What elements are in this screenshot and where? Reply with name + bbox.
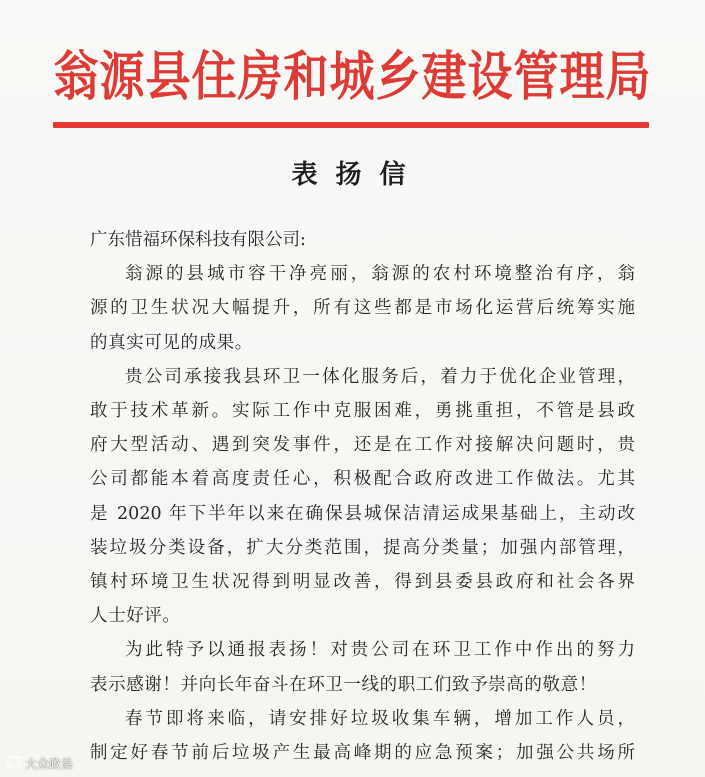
watermark xyxy=(6,753,73,773)
paragraph-line: 人士好评。 xyxy=(90,606,181,627)
paragraph-line: 为此特予以通报表扬！对贵公司在环卫工作中作出的努力 xyxy=(125,640,635,661)
paragraph-line: 敢于技术革新。实际工作中克服困难，勇挑重担，不管是县政 xyxy=(90,401,635,422)
salutation: 广东惜福环保科技有限公司: xyxy=(90,230,306,250)
paragraph-line: 翁源的县城市容干净亮丽，翁源的农村环境整治有序，翁 xyxy=(125,264,635,285)
paragraph-line: 春节即将来临，请安排好垃圾收集车辆，增加工作人员， xyxy=(125,708,635,729)
letter-title: 表扬信 xyxy=(291,160,424,190)
watermark-logo-icon xyxy=(6,756,22,770)
paragraph-line: 是 2020 年下半年以来在确保县城保洁清运成果基础上，主动改 xyxy=(90,503,635,524)
paragraph-line: 源的卫生状况大幅提升，所有这些都是市场化运营后统筹实施 xyxy=(90,298,635,319)
paragraph-3 xyxy=(90,633,635,701)
paragraph-line: 装垃圾分类设备，扩大分类范围，提高分类量；加强内部管理， xyxy=(90,537,635,558)
letter-body xyxy=(90,223,635,770)
paragraph-line: 府大型活动、遇到突发事件，还是在工作对接解决问题时，贵 xyxy=(90,435,635,456)
paragraph-line: 公司都能本着高度责任心，积极配合政府改进工作做法。尤其 xyxy=(90,469,635,490)
paragraph-line: 的真实可见的成果。 xyxy=(90,332,253,353)
paragraph-line: 镇村环境卫生状况得到明显改善，得到县委县政府和社会各界 xyxy=(90,572,635,593)
paragraph-4 xyxy=(90,702,635,770)
paragraph-1 xyxy=(90,257,635,360)
watermark-text: 大众政县 xyxy=(25,756,74,771)
paragraph-2 xyxy=(90,360,635,634)
issuer-header: 翁源县住房和城乡建设管理局 xyxy=(53,45,652,108)
paragraph-line: 表示感谢！并向长年奋斗在环卫一线的职工们致予崇高的敬意！ xyxy=(90,674,597,695)
paragraph-line: 贵公司承接我县环卫一体化服务后，着力于优化企业管理， xyxy=(125,366,635,387)
red-divider-line xyxy=(53,122,649,128)
paragraph-line: 制定好春节前后垃圾产生最高峰期的应急预案；加强公共场所 xyxy=(90,743,635,764)
